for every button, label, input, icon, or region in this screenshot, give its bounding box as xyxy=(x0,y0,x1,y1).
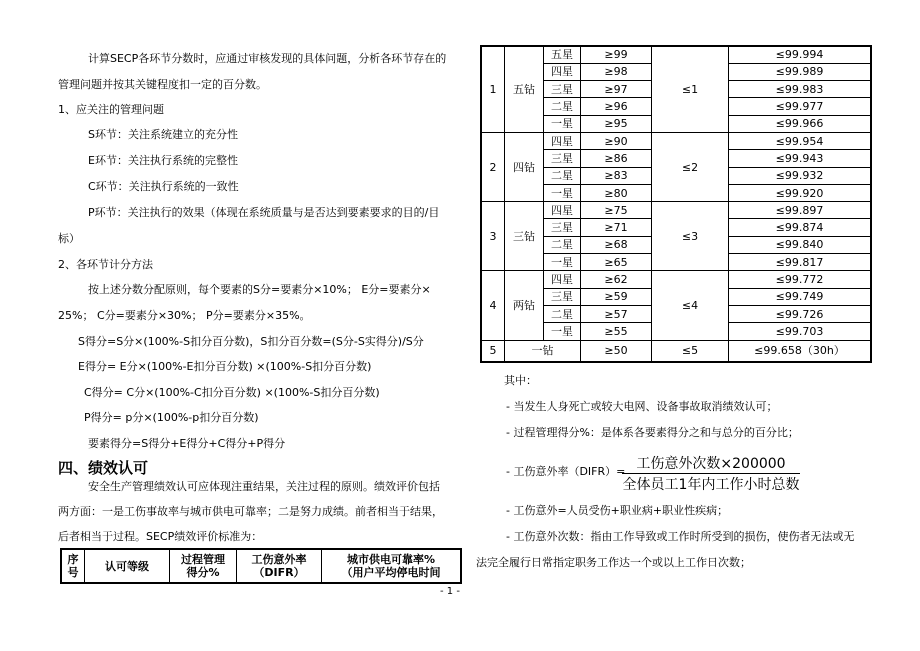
section-4-heading: 四、绩效认可 xyxy=(58,459,149,477)
reliability-value: ≤99.817 xyxy=(729,254,872,271)
star-grade: 三星 xyxy=(544,150,581,167)
star-grade: 一星 xyxy=(544,254,581,271)
row-number: 1 xyxy=(481,46,505,132)
reliability-value: ≤99.840 xyxy=(729,236,872,253)
s-item: S环节：关注系统建立的充分性 xyxy=(88,128,238,141)
where-label: 其中： xyxy=(504,374,537,387)
reliability-value: ≤99.989 xyxy=(729,63,872,80)
difr-value: ≤1 xyxy=(652,46,729,132)
diamond-grade: 两钻 xyxy=(505,271,544,340)
star-grade: 五星 xyxy=(544,46,581,63)
reliability-value: ≤99.658（30h） xyxy=(729,340,872,362)
calc-line: 要素得分=S得分+E得分+C得分+P得分 xyxy=(88,437,286,450)
process-score: ≥99 xyxy=(581,46,652,63)
process-score: ≥65 xyxy=(581,254,652,271)
col-score: 过程管理 得分% xyxy=(170,549,237,583)
table-row xyxy=(481,46,871,63)
note-line: 法完全履行日常指定职务工作达一个或以上工作日次数； xyxy=(476,556,751,569)
calc-line: 25%； C分=要素分×30%； P分=要素分×35%。 xyxy=(58,309,311,322)
diamond-grade: 四钻 xyxy=(505,132,544,201)
note-line: - 工伤意外=人员受伤+职业病+职业性疾病； xyxy=(506,504,729,517)
process-score: ≥86 xyxy=(581,150,652,167)
row-number: 2 xyxy=(481,132,505,201)
col-grade: 认可等级 xyxy=(85,549,170,583)
reliability-value: ≤99.874 xyxy=(729,219,872,236)
star-grade: 四星 xyxy=(544,132,581,149)
e-item: E环节：关注执行系统的完整性 xyxy=(88,154,238,167)
difr-value: ≤4 xyxy=(652,271,729,340)
process-score: ≥95 xyxy=(581,115,652,132)
process-score: ≥68 xyxy=(581,236,652,253)
col-reliability: 城市供电可靠率% （用户平均停电时间 xyxy=(322,549,462,583)
formula-numerator: 工伤意外次数×200000 xyxy=(636,456,786,472)
table-row xyxy=(481,132,871,149)
col-no: 序 号 xyxy=(61,549,85,583)
c-item: C环节：关注执行系统的一致性 xyxy=(88,180,239,193)
reliability-value: ≤99.920 xyxy=(729,184,872,201)
difr-value: ≤2 xyxy=(652,132,729,201)
process-score: ≥59 xyxy=(581,288,652,305)
process-score: ≥98 xyxy=(581,63,652,80)
reliability-value: ≤99.703 xyxy=(729,323,872,340)
star-grade: 三星 xyxy=(544,288,581,305)
star-grade: 一星 xyxy=(544,184,581,201)
reliability-value: ≤99.726 xyxy=(729,305,872,322)
star-grade: 一星 xyxy=(544,323,581,340)
col-difr: 工伤意外率 （DIFR） xyxy=(237,549,322,583)
process-score: ≥75 xyxy=(581,202,652,219)
calc-line: P得分= p分×(100%-p扣分百分数) xyxy=(84,411,259,424)
star-grade: 二星 xyxy=(544,98,581,115)
process-score: ≥80 xyxy=(581,184,652,201)
table-row xyxy=(481,202,871,219)
reliability-value: ≤99.977 xyxy=(729,98,872,115)
formula-denominator: 全体员工1年内工作小时总数 xyxy=(622,477,800,493)
section-1-title: 1、应关注的管理问题 xyxy=(58,103,164,116)
reliability-value: ≤99.954 xyxy=(729,132,872,149)
note-line: - 当发生人身死亡或较大电网、设备事故取消绩效认可； xyxy=(506,400,778,413)
star-grade: 三星 xyxy=(544,219,581,236)
difr-formula xyxy=(622,453,800,494)
diamond-grade: 三钻 xyxy=(505,202,544,271)
p-item: P环节：关注执行的效果（体现在系统质量与是否达到要素要求的目的/目 xyxy=(88,206,440,219)
calc-line: E得分= E分×(100%-E扣分百分数) ×(100%-S扣分百分数) xyxy=(78,360,372,373)
table-row xyxy=(481,271,871,288)
star-grade: 一星 xyxy=(544,115,581,132)
star-grade: 二星 xyxy=(544,305,581,322)
star-grade: 四星 xyxy=(544,202,581,219)
perf-line: 后者相当于过程。SECP绩效评价标准为： xyxy=(58,530,263,543)
process-score: ≥83 xyxy=(581,167,652,184)
star-grade: 二星 xyxy=(544,236,581,253)
diamond-grade: 一钻 xyxy=(505,340,581,362)
note-line: - 工伤意外次数：指由工作导致或工作时所受到的损伤，使伤者无法或无 xyxy=(506,530,855,543)
process-score: ≥57 xyxy=(581,305,652,322)
reliability-value: ≤99.749 xyxy=(729,288,872,305)
reliability-value: ≤99.983 xyxy=(729,81,872,98)
reliability-value: ≤99.966 xyxy=(729,115,872,132)
reliability-value: ≤99.994 xyxy=(729,46,872,63)
row-number: 3 xyxy=(481,202,505,271)
reliability-value: ≤99.897 xyxy=(729,202,872,219)
process-score: ≥90 xyxy=(581,132,652,149)
calc-line: C得分= C分×(100%-C扣分百分数) ×(100%-S扣分百分数) xyxy=(84,386,380,399)
page-number: - 1 - xyxy=(440,586,460,597)
diamond-grade: 五钻 xyxy=(505,46,544,132)
criteria-table-body xyxy=(480,45,872,363)
criteria-table-header xyxy=(60,548,462,584)
perf-line: 两方面：一是工伤事故率与城市供电可靠率；二是努力成绩。前者相当于结果， xyxy=(58,505,443,518)
intro-line-1: 计算SECP各环节分数时，应通过审核发现的具体问题，分析各环节存在的 xyxy=(88,52,447,65)
star-grade: 四星 xyxy=(544,271,581,288)
calc-line: S得分=S分×(100%-S扣分百分数)，S扣分百分数=(S分-S实得分)/S分 xyxy=(78,335,424,348)
process-score: ≥62 xyxy=(581,271,652,288)
process-score: ≥50 xyxy=(581,340,652,362)
p-item-cont: 标） xyxy=(58,232,80,245)
formula-label: - 工伤意外率（DIFR）= xyxy=(506,465,626,478)
row-number: 5 xyxy=(481,340,505,362)
reliability-value: ≤99.772 xyxy=(729,271,872,288)
star-grade: 四星 xyxy=(544,63,581,80)
process-score: ≥71 xyxy=(581,219,652,236)
row-number: 4 xyxy=(481,271,505,340)
reliability-value: ≤99.943 xyxy=(729,150,872,167)
difr-value: ≤5 xyxy=(652,340,729,362)
difr-value: ≤3 xyxy=(652,202,729,271)
intro-line-2: 管理问题并按其关键程度扣一定的百分数。 xyxy=(58,78,267,91)
perf-line: 安全生产管理绩效认可应体现注重结果，关注过程的原则。绩效评价包括 xyxy=(88,480,440,493)
process-score: ≥97 xyxy=(581,81,652,98)
star-grade: 二星 xyxy=(544,167,581,184)
reliability-value: ≤99.932 xyxy=(729,167,872,184)
section-2-title: 2、各环节计分方法 xyxy=(58,258,153,271)
calc-line: 按上述分数分配原则，每个要素的S分=要素分×10%； E分=要素分× xyxy=(88,283,431,296)
star-grade: 三星 xyxy=(544,81,581,98)
table-row xyxy=(481,340,871,362)
process-score: ≥96 xyxy=(581,98,652,115)
process-score: ≥55 xyxy=(581,323,652,340)
note-line: - 过程管理得分%：是体系各要素得分之和与总分的百分比； xyxy=(506,426,799,439)
